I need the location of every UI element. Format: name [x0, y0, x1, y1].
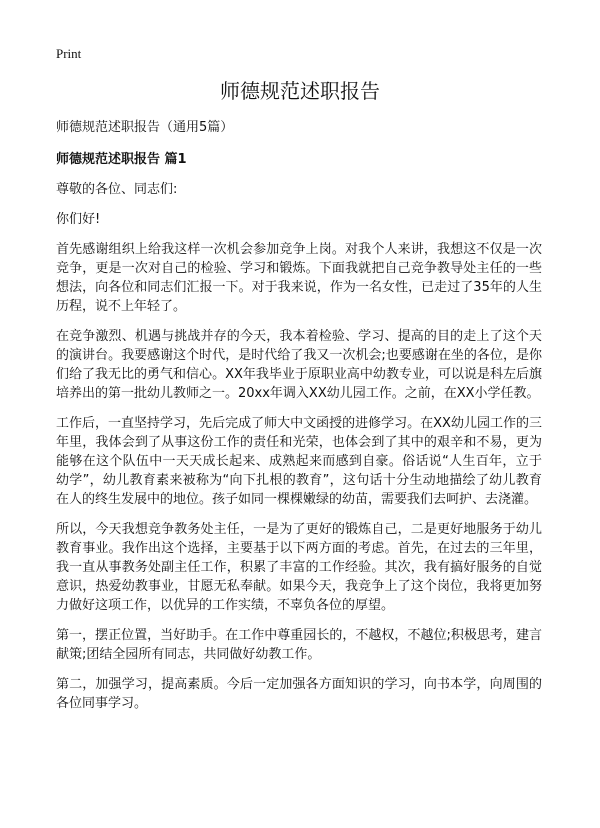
paragraph: 第二，加强学习，提高素质。今后一定加强各方面知识的学习，向书本学，向周围的各位同事学习。 [56, 677, 542, 711]
salutation: 尊敬的各位、同志们: [56, 182, 178, 197]
document-subtitle: 师德规范述职报告（通用5篇） [56, 120, 234, 135]
document-title: 师德规范述职报告 [220, 79, 380, 103]
paragraph: 所以，今天我想竞争教务处主任，一是为了更好的锻炼自己，二是更好地服务于幼儿教育事业。我作出这个选择，主要基于以下两方面的考虑。首先，在过去的三年里，我一直从事教务处副主任工作，积累了丰富的工作经验。其次，我有搞好服务的自觉意识，热爱幼教事业，甘愿无私奉献。如果今天，我竞争上了这个岗位，我将更加努力做好这项工作，以优异的工作实绩，不辜负各位的厚望。 [56, 522, 542, 613]
paragraph: 首先感谢组织上给我这样一次机会参加竞争上岗。对我个人来讲，我想这不仅是一次竞争，更是一次对自己的检验、学习和锻炼。下面我就把自己竞争教导处主任的一些想法，向各位和同志们汇报一下。对于我来说，作为一名女性，已走过了35年的人生历程，说不上年轻了。 [56, 242, 542, 314]
paragraph: 在竞争激烈、机遇与挑战并存的今天，我本着检验、学习、提高的目的走上了这个天的演讲台。我要感谢这个时代，是时代给了我又一次机会;也要感谢在坐的各位，是你们给了我无比的勇气和信心。XX年我毕业于原职业高中幼教专业，可以说是科左后旗培养出的第一批幼儿教师之一。20xx年调入XX幼儿园工作。之前，在XX小学任教。 [56, 329, 542, 401]
document-body [56, 118, 542, 724]
print-link[interactable]: Print [56, 46, 82, 61]
paragraph: 第一，摆正位置，当好助手。在工作中尊重园长的，不越权，不越位;积极思考，建言献策;团结全园所有同志，共同做好幼教工作。 [56, 628, 542, 662]
section-heading: 师德规范述职报告 篇1 [56, 152, 187, 167]
greeting: 你们好! [56, 212, 101, 227]
paragraph: 工作后，一直坚持学习，先后完成了师大中文函授的进修学习。在XX幼儿园工作的三年里，我体会到了从事这份工作的责任和光荣，也体会到了其中的艰辛和不易，更为能够在这个队伍中一天天成长起来、成熟起来而感到自豪。俗话说“人生百年，立于幼学”，幼儿教育素来被称为“向下扎根的教育”，这句话十分生动地描绘了幼儿教育在人的终生发展中的地位。孩子如同一棵棵嫩绿的幼苗，需要我们去呵护、去浇灌。 [56, 416, 542, 507]
